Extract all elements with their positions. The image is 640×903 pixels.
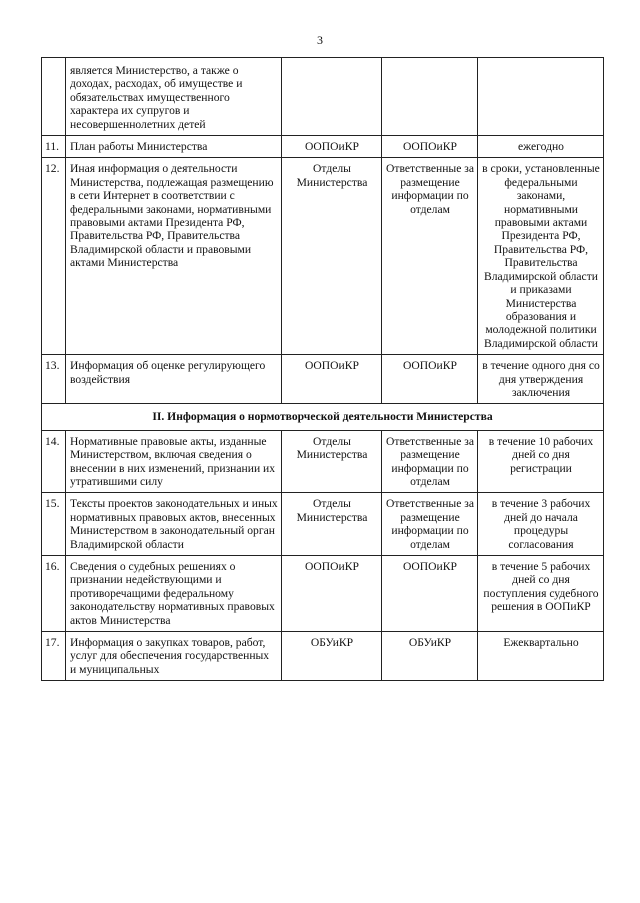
- row-placement: ООПОиКР: [382, 355, 478, 404]
- row-responsible: Отделы Министерства: [282, 430, 382, 493]
- row-deadline: в сроки, установленные федеральными законами, нормативными правовыми актами Президента РФ, Правительства РФ, Правительства Владимирской области и приказами Министерства образования и молодежной политики Владимирской области: [478, 158, 604, 355]
- table-row: [42, 632, 604, 681]
- row-deadline: в течение одного дня со дня утверждения заключения: [478, 355, 604, 404]
- table-row: [42, 430, 604, 493]
- table-row: [42, 493, 604, 556]
- row-deadline: в течение 5 рабочих дней со дня поступления судебного решения в ООПиКР: [478, 556, 604, 632]
- row-responsible: ООПОиКР: [282, 556, 382, 632]
- row-number: 11.: [42, 136, 66, 158]
- table-row: [42, 58, 604, 136]
- table-row: [42, 136, 604, 158]
- row-responsible: Отделы Министерства: [282, 493, 382, 556]
- row-responsible: Отделы Министерства: [282, 158, 382, 355]
- row-deadline: ежегодно: [478, 136, 604, 158]
- row-description: Иная информация о деятельности Министерства, подлежащая размещению в сети Интернет в соответствии с федеральными законами, нормативными правовыми актами Президента РФ, Правительства РФ, Правительства Владимирской области и правовыми актами Министерства: [66, 158, 282, 355]
- row-deadline: Ежеквартально: [478, 632, 604, 681]
- row-number: 14.: [42, 430, 66, 493]
- table-row: [42, 355, 604, 404]
- section-title: II. Информация о нормотворческой деятельности Министерства: [42, 404, 604, 430]
- row-description: является Министерство, а также о доходах, расходах, об имуществе и обязательствах имущественного характера их супругов и несовершеннолетних детей: [66, 58, 282, 136]
- row-responsible: ООПОиКР: [282, 136, 382, 158]
- row-number: 13.: [42, 355, 66, 404]
- row-number: 17.: [42, 632, 66, 681]
- section-row: [42, 404, 604, 430]
- page-number: 3: [317, 33, 323, 47]
- row-deadline: в течение 10 рабочих дней со дня регистрации: [478, 430, 604, 493]
- row-description: Нормативные правовые акты, изданные Министерством, включая сведения о внесении в них изменений, признании их утратившими силу: [66, 430, 282, 493]
- row-placement: [382, 58, 478, 136]
- table-row: [42, 158, 604, 355]
- row-description: Сведения о судебных решениях о признании недействующими и противоречащими федеральному законодательству нормативных правовых актов Министерства: [66, 556, 282, 632]
- row-number: 16.: [42, 556, 66, 632]
- row-placement: Ответственные за размещение информации по отделам: [382, 493, 478, 556]
- row-number: [42, 58, 66, 136]
- row-description: Информация об оценке регулирующего воздействия: [66, 355, 282, 404]
- info-table: [41, 57, 604, 681]
- row-description: План работы Министерства: [66, 136, 282, 158]
- row-placement: ООПОиКР: [382, 556, 478, 632]
- row-placement: Ответственные за размещение информации по отделам: [382, 430, 478, 493]
- table-row: [42, 556, 604, 632]
- row-description: Тексты проектов законодательных и иных нормативных правовых актов, внесенных Министерством в законодательный орган Владимирской области: [66, 493, 282, 556]
- row-number: 12.: [42, 158, 66, 355]
- row-responsible: ООПОиКР: [282, 355, 382, 404]
- row-description: Информация о закупках товаров, работ, услуг для обеспечения государственных и муниципальных: [66, 632, 282, 681]
- row-placement: ООПОиКР: [382, 136, 478, 158]
- row-placement: ОБУиКР: [382, 632, 478, 681]
- row-responsible: ОБУиКР: [282, 632, 382, 681]
- row-responsible: [282, 58, 382, 136]
- row-deadline: в течение 3 рабочих дней до начала процедуры согласования: [478, 493, 604, 556]
- row-placement: Ответственные за размещение информации по отделам: [382, 158, 478, 355]
- row-deadline: [478, 58, 604, 136]
- row-number: 15.: [42, 493, 66, 556]
